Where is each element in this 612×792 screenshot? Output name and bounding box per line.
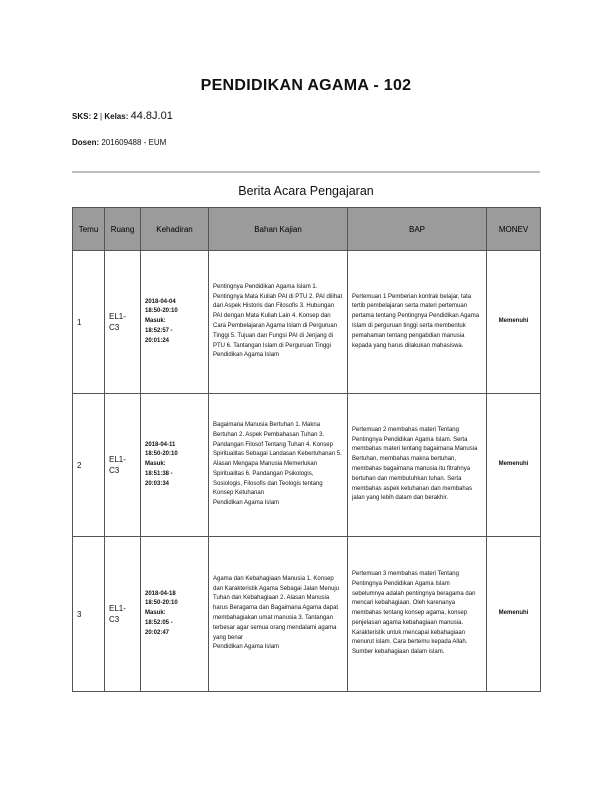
cell-ruang: EL1- C3 [105, 537, 141, 692]
cell-bap: Pertemuan 3 membahas materi Tentang Pentingnya Pendidikan Agama Islam sebelumnya adalah pentingnya beragama dan mencari kebahagiaan. Oleh karenanya membahas tentang konsep agama, konsep penjelasan agama kebahagiaan manusia. Karakteristik untuk mencapai kebahagiaan menurut islam. Cara bertemu kepada Allah. Sumber kebahagiaan dalam islam. [348, 537, 487, 692]
cell-bahan-kajian: Pentingnya Pendidikan Agama Islam 1. Pentingnya Mata Kuliah PAI di PTU 2. PAI dilihat dari Aspek Historis dan Filosofis 3. Hubungan PAI dengan Mata Kuliah Lain 4. Konsep dan Cara Pembelajaran Agama Islam di Perguruan Tinggi 5. Tujuan dan Fungsi PAI di Jenjang di PTU 6. Tantangan Islam di Perguruan Tinggi Pendidikan Agama Islam [209, 251, 348, 394]
col-header-bap: BAP [348, 208, 487, 251]
cell-monev: Memenuhi [487, 251, 541, 394]
cell-temu: 1 [73, 251, 105, 394]
header-divider [72, 171, 540, 173]
cell-bap: Pertemuan 2 membahas materi Tentang Pentingnya Pendidikan Agama Islam. Serta membahas materi tentang bagaimana Manusia Bertuhan, membahas makna bertuhan, membahas bagaimana manusia itu fitrahnya bertuhan dan membutuhkan tuhan. Serta membahas aspek ketuhanan dan membahas jalan yang lebih dalam dan berakhir. [348, 394, 487, 537]
cell-kehadiran: 2018-04-04 18:50-20:10 Masuk: 18:52:57 - 20:01:24 [141, 251, 209, 394]
cell-monev: Memenuhi [487, 537, 541, 692]
meta-separator: | [100, 112, 103, 121]
cell-kehadiran: 2018-04-18 18:50-20:10 Masuk: 18:52:05 - 20:02:47 [141, 537, 209, 692]
sks-value: 2 [93, 112, 98, 121]
table-header-row [73, 208, 541, 251]
cell-bahan-kajian: Bagaimana Manusia Bertuhan 1. Makna Bertuhan 2. Aspek Pembahasan Tuhan 3. Pandangan Filosof Tentang Tuhan 4. Konsep Spiritualitas Sebagai Landasan Kebertuhanan 5. Alasan Mengapa Manusia Memerlukan Spiritualitas 6. Pandangan Psikologis, Sosiologis, Filosofis dan Teologis tentang Konsep Ketuhanan Pendidikan Agama Islam [209, 394, 348, 537]
teaching-record-table [72, 207, 541, 692]
col-header-monev: MONEV [487, 208, 541, 251]
col-header-bahan-kajian: Bahan Kajian [209, 208, 348, 251]
kelas-label: Kelas: [104, 112, 129, 121]
cell-kehadiran: 2018-04-11 18:50-20:10 Masuk: 18:51:38 - 20:03:34 [141, 394, 209, 537]
cell-bahan-kajian: Agama dan Kebahagiaan Manusia 1. Konsep dan Karakteristik Agama Sebagai Jalan Menuju Tuhan dan Kebahagiaan 2. Alasan Manusia harus Beragama dan Bagaimana Agama dapat membahagiakan umat manusia 3. Tantangan terbesar agar semua orang mendalami agama yang benar Pendidikan Agama Islam [209, 537, 348, 692]
table-row [73, 251, 541, 394]
page-title: PENDIDIKAN AGAMA - 102 [200, 77, 412, 94]
section-title: Berita Acara Pengajaran [238, 184, 374, 198]
course-meta [72, 110, 173, 122]
kelas-value: 44.8J.01 [130, 110, 173, 122]
col-header-ruang: Ruang [105, 208, 141, 251]
cell-bap: Pertemuan 1 Pemberian kontrak belajar, tata tertib pembelajaran serta materi pertemuan pertama tentang Pentingnya Pendidikan Agama Islam di perguruan tinggi serta membentuk pemahaman tentang pengabdian manusia kepada yang harus dilakukan mahasiswa. [348, 251, 487, 394]
cell-ruang: EL1- C3 [105, 251, 141, 394]
table-row [73, 394, 541, 537]
dosen-label: Dosen: [72, 138, 100, 147]
cell-ruang: EL1- C3 [105, 394, 141, 537]
lecturer-meta [72, 138, 166, 147]
dosen-value: 201609488 - EUM [101, 138, 167, 147]
table-row [73, 537, 541, 692]
col-header-temu: Temu [73, 208, 105, 251]
cell-temu: 3 [73, 537, 105, 692]
cell-monev: Memenuhi [487, 394, 541, 537]
col-header-kehadiran: Kehadiran [141, 208, 209, 251]
cell-temu: 2 [73, 394, 105, 537]
sks-label: SKS: [72, 112, 92, 121]
